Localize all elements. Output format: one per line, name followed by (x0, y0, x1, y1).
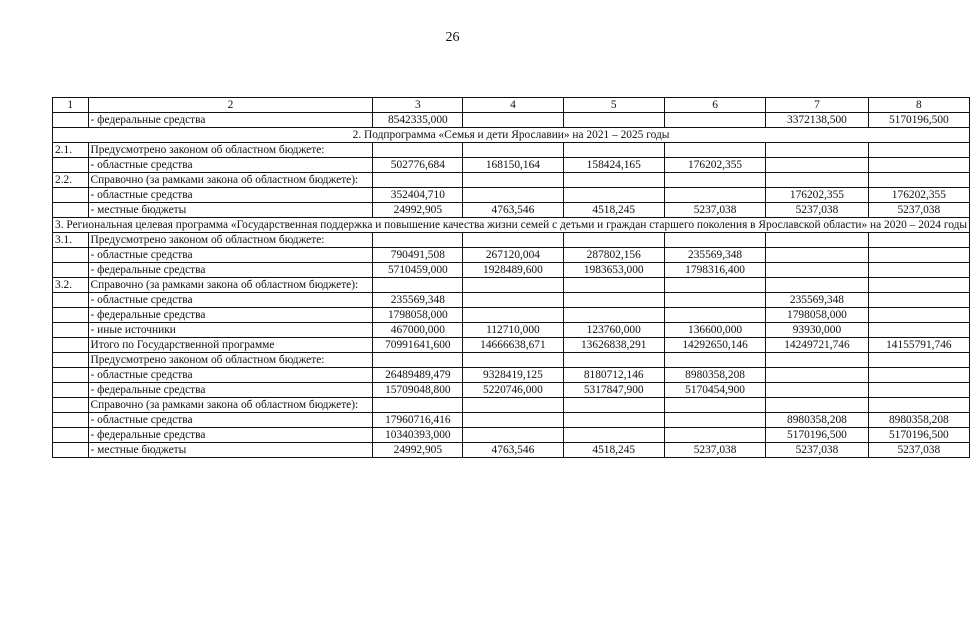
table-row (53, 278, 970, 293)
cell-year-2021: 4518,245 (563, 203, 664, 218)
cell-year-2021 (563, 293, 664, 308)
cell-year-2023 (766, 368, 868, 383)
cell-total: 15709048,800 (373, 383, 463, 398)
cell-year-2024 (868, 278, 969, 293)
cell-year-2021 (563, 428, 664, 443)
cell-year-2022 (664, 278, 765, 293)
cell-year-2022 (664, 293, 765, 308)
cell-year-2020 (463, 428, 563, 443)
cell-year-2022: 5170454,900 (664, 383, 765, 398)
cell-total: 467000,000 (373, 323, 463, 338)
cell-label: - федеральные средства (88, 263, 373, 278)
cell-year-2024 (868, 383, 969, 398)
cell-index: 3.2. (53, 278, 89, 293)
cell-year-2023: 5237,038 (766, 443, 868, 458)
table-row (53, 203, 970, 218)
cell-total (373, 278, 463, 293)
cell-label: Предусмотрено законом об областном бюджете: (88, 353, 373, 368)
table-row (53, 233, 970, 248)
cell-year-2021 (563, 413, 664, 428)
cell-label: - областные средства (88, 248, 373, 263)
cell-index (53, 203, 89, 218)
cell-total: 24992,905 (373, 203, 463, 218)
section-heading: 3. Региональная целевая программа «Государственная поддержка и повышение качества жизни семей с детьми и граждан старшего поколения в Ярославской области» на 2020 – 2024 годы (53, 218, 970, 233)
cell-year-2020: 112710,000 (463, 323, 563, 338)
cell-year-2022 (664, 233, 765, 248)
cell-label: - иные источники (88, 323, 373, 338)
cell-year-2020 (463, 233, 563, 248)
table-row (53, 398, 970, 413)
cell-year-2021: 4518,245 (563, 443, 664, 458)
cell-year-2020: 168150,164 (463, 158, 563, 173)
cell-total (373, 173, 463, 188)
cell-year-2023: 14249721,746 (766, 338, 868, 353)
cell-label: Предусмотрено законом об областном бюджете: (88, 143, 373, 158)
cell-year-2024: 8980358,208 (868, 413, 969, 428)
cell-year-2023 (766, 158, 868, 173)
cell-year-2023: 93930,000 (766, 323, 868, 338)
cell-year-2020: 5220746,000 (463, 383, 563, 398)
cell-year-2024 (868, 368, 969, 383)
cell-year-2023 (766, 353, 868, 368)
cell-total: 502776,684 (373, 158, 463, 173)
cell-year-2022: 5237,038 (664, 203, 765, 218)
cell-year-2020 (463, 293, 563, 308)
cell-index (53, 113, 89, 128)
cell-year-2023 (766, 398, 868, 413)
cell-year-2023: 235569,348 (766, 293, 868, 308)
cell-year-2024 (868, 158, 969, 173)
cell-year-2023 (766, 233, 868, 248)
cell-year-2024: 14155791,746 (868, 338, 969, 353)
table-row (53, 188, 970, 203)
cell-index (53, 413, 89, 428)
cell-year-2022 (664, 173, 765, 188)
table-row (53, 143, 970, 158)
cell-year-2020: 4763,546 (463, 203, 563, 218)
cell-year-2021: 5317847,900 (563, 383, 664, 398)
cell-year-2021 (563, 143, 664, 158)
cell-year-2024: 5170196,500 (868, 113, 969, 128)
cell-total: 790491,508 (373, 248, 463, 263)
cell-label: - областные средства (88, 188, 373, 203)
cell-index (53, 383, 89, 398)
section-heading-row (53, 128, 970, 143)
cell-label: - областные средства (88, 413, 373, 428)
cell-index (53, 308, 89, 323)
cell-year-2021 (563, 353, 664, 368)
cell-year-2020 (463, 113, 563, 128)
cell-year-2020 (463, 308, 563, 323)
cell-year-2022 (664, 413, 765, 428)
cell-year-2024 (868, 353, 969, 368)
table-row (53, 263, 970, 278)
cell-year-2022: 14292650,146 (664, 338, 765, 353)
cell-year-2020: 14666638,671 (463, 338, 563, 353)
cell-year-2024 (868, 398, 969, 413)
cell-year-2022 (664, 428, 765, 443)
cell-total (373, 353, 463, 368)
cell-year-2020 (463, 278, 563, 293)
cell-year-2022 (664, 113, 765, 128)
cell-label: Предусмотрено законом об областном бюджете: (88, 233, 373, 248)
table-row (53, 443, 970, 458)
cell-year-2023: 5237,038 (766, 203, 868, 218)
table-row (53, 353, 970, 368)
cell-index (53, 428, 89, 443)
cell-year-2023 (766, 278, 868, 293)
cell-year-2024 (868, 293, 969, 308)
cell-year-2022: 235569,348 (664, 248, 765, 263)
cell-year-2020 (463, 398, 563, 413)
cell-year-2022: 176202,355 (664, 158, 765, 173)
cell-year-2024: 176202,355 (868, 188, 969, 203)
header-cell-1: 1 (53, 98, 89, 113)
cell-total: 1798058,000 (373, 308, 463, 323)
table-row (53, 113, 970, 128)
cell-index: 2.2. (53, 173, 89, 188)
table-row (53, 383, 970, 398)
cell-label: Справочно (за рамками закона об областном бюджете): (88, 398, 373, 413)
table-row (53, 338, 970, 353)
table-row (53, 248, 970, 263)
cell-index (53, 248, 89, 263)
header-cell-4: 4 (463, 98, 563, 113)
page-number: 26 (445, 30, 460, 45)
cell-year-2022: 5237,038 (664, 443, 765, 458)
table-row (53, 428, 970, 443)
cell-year-2023 (766, 143, 868, 158)
cell-year-2023 (766, 173, 868, 188)
cell-year-2022 (664, 143, 765, 158)
cell-index (53, 443, 89, 458)
table-row (53, 158, 970, 173)
cell-year-2020: 1928489,600 (463, 263, 563, 278)
cell-year-2021 (563, 188, 664, 203)
cell-total: 70991641,600 (373, 338, 463, 353)
table-row (53, 368, 970, 383)
table-row (53, 293, 970, 308)
cell-year-2020 (463, 353, 563, 368)
cell-year-2022: 1798316,400 (664, 263, 765, 278)
cell-year-2022 (664, 353, 765, 368)
cell-year-2023 (766, 383, 868, 398)
cell-year-2020 (463, 143, 563, 158)
cell-index (53, 353, 89, 368)
cell-year-2021 (563, 308, 664, 323)
cell-index (53, 323, 89, 338)
cell-year-2024 (868, 173, 969, 188)
cell-label: - областные средства (88, 368, 373, 383)
header-row (53, 98, 970, 113)
cell-index (53, 398, 89, 413)
cell-year-2022: 8980358,208 (664, 368, 765, 383)
cell-index: 3.1. (53, 233, 89, 248)
cell-index (53, 263, 89, 278)
cell-year-2023: 5170196,500 (766, 428, 868, 443)
cell-year-2023 (766, 248, 868, 263)
table-row (53, 173, 970, 188)
table-row (53, 413, 970, 428)
cell-year-2021: 13626838,291 (563, 338, 664, 353)
cell-label: - федеральные средства (88, 113, 373, 128)
cell-label: - областные средства (88, 293, 373, 308)
cell-index (53, 188, 89, 203)
cell-total: 8542335,000 (373, 113, 463, 128)
cell-year-2020 (463, 413, 563, 428)
cell-label: Справочно (за рамками закона об областном бюджете): (88, 278, 373, 293)
cell-label: - местные бюджеты (88, 203, 373, 218)
budget-table (52, 97, 970, 458)
cell-label: Справочно (за рамками закона об областном бюджете): (88, 173, 373, 188)
cell-year-2023: 3372138,500 (766, 113, 868, 128)
header-cell-8: 8 (868, 98, 969, 113)
cell-year-2021 (563, 113, 664, 128)
cell-index (53, 338, 89, 353)
cell-year-2022 (664, 308, 765, 323)
cell-year-2022 (664, 398, 765, 413)
cell-index: 2.1. (53, 143, 89, 158)
cell-label: - федеральные средства (88, 428, 373, 443)
cell-total: 10340393,000 (373, 428, 463, 443)
cell-label: - областные средства (88, 158, 373, 173)
cell-year-2020: 267120,004 (463, 248, 563, 263)
cell-total (373, 143, 463, 158)
cell-index (53, 158, 89, 173)
cell-year-2022 (664, 188, 765, 203)
table-row (53, 308, 970, 323)
cell-year-2023: 1798058,000 (766, 308, 868, 323)
cell-total: 352404,710 (373, 188, 463, 203)
cell-total: 17960716,416 (373, 413, 463, 428)
cell-total: 5710459,000 (373, 263, 463, 278)
cell-year-2024 (868, 143, 969, 158)
cell-label: Итого по Государственной программе (88, 338, 373, 353)
cell-year-2024 (868, 233, 969, 248)
cell-year-2021: 8180712,146 (563, 368, 664, 383)
cell-year-2024 (868, 248, 969, 263)
cell-year-2023 (766, 263, 868, 278)
cell-total: 24992,905 (373, 443, 463, 458)
table-row (53, 323, 970, 338)
cell-year-2021: 158424,165 (563, 158, 664, 173)
cell-year-2024: 5237,038 (868, 203, 969, 218)
header-cell-7: 7 (766, 98, 868, 113)
cell-label: - федеральные средства (88, 308, 373, 323)
cell-year-2024 (868, 308, 969, 323)
cell-year-2024: 5237,038 (868, 443, 969, 458)
cell-label: - федеральные средства (88, 383, 373, 398)
header-cell-2: 2 (88, 98, 373, 113)
cell-total (373, 233, 463, 248)
cell-year-2024 (868, 263, 969, 278)
cell-year-2023: 176202,355 (766, 188, 868, 203)
cell-year-2020: 4763,546 (463, 443, 563, 458)
cell-year-2021 (563, 233, 664, 248)
cell-total: 26489489,479 (373, 368, 463, 383)
cell-year-2020: 9328419,125 (463, 368, 563, 383)
cell-year-2023: 8980358,208 (766, 413, 868, 428)
cell-index (53, 368, 89, 383)
cell-index (53, 293, 89, 308)
cell-year-2022: 136600,000 (664, 323, 765, 338)
header-cell-5: 5 (563, 98, 664, 113)
cell-year-2020 (463, 173, 563, 188)
cell-year-2021: 287802,156 (563, 248, 664, 263)
cell-year-2024: 5170196,500 (868, 428, 969, 443)
cell-total (373, 398, 463, 413)
cell-year-2024 (868, 323, 969, 338)
header-cell-3: 3 (373, 98, 463, 113)
cell-year-2020 (463, 188, 563, 203)
cell-label: - местные бюджеты (88, 443, 373, 458)
cell-total: 235569,348 (373, 293, 463, 308)
cell-year-2021 (563, 398, 664, 413)
cell-year-2021 (563, 278, 664, 293)
cell-year-2021: 1983653,000 (563, 263, 664, 278)
cell-year-2021 (563, 173, 664, 188)
cell-year-2021: 123760,000 (563, 323, 664, 338)
section-heading: 2. Подпрограмма «Семья и дети Ярославии» на 2021 – 2025 годы (53, 128, 970, 143)
section-heading-row (53, 218, 970, 233)
header-cell-6: 6 (664, 98, 765, 113)
